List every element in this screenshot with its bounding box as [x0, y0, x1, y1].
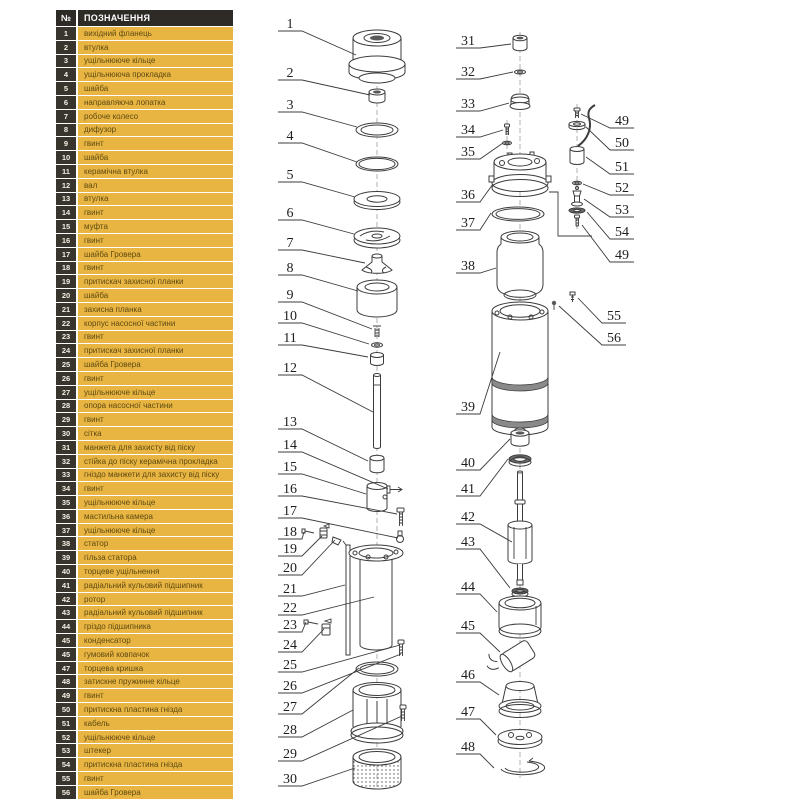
row-number: 5 — [56, 82, 76, 95]
row-label: вал — [78, 179, 233, 192]
table-row — [56, 248, 233, 261]
table-row — [56, 579, 233, 592]
callout-18: 18 — [283, 525, 297, 540]
table-row — [56, 675, 233, 688]
row-number: 16 — [56, 234, 76, 247]
callout-13: 13 — [283, 415, 297, 430]
table-row — [56, 524, 233, 537]
part-impeller — [362, 254, 392, 273]
row-label: гвинт — [78, 206, 233, 219]
part-washer-disc — [354, 192, 400, 210]
row-label: штекер — [78, 744, 233, 757]
callout-50: 50 — [615, 136, 629, 151]
callout-14: 14 — [283, 438, 297, 453]
row-number: 52 — [56, 731, 76, 744]
table-row — [56, 427, 233, 440]
table-row — [56, 482, 233, 495]
table-row — [56, 537, 233, 550]
table-row — [56, 110, 233, 123]
callout-37: 37 — [461, 216, 475, 231]
part-seal-40 — [511, 428, 529, 446]
row-number: 34 — [56, 482, 76, 495]
row-label: гріздо підшипника — [78, 620, 233, 633]
table-row — [56, 469, 233, 482]
part-guide-vane — [354, 228, 400, 248]
callout-35: 35 — [461, 145, 475, 160]
row-label: радіальний кульовий підшипник — [78, 606, 233, 619]
row-label: гвинт — [78, 234, 233, 247]
row-number: 39 — [56, 551, 76, 564]
part-end-cap — [499, 682, 541, 718]
row-label: манжета для захисту від піску — [78, 441, 233, 454]
row-label: муфта — [78, 220, 233, 233]
row-number: 26 — [56, 372, 76, 385]
row-number: 55 — [56, 772, 76, 785]
callout-40: 40 — [461, 456, 475, 471]
callout-36: 36 — [461, 188, 475, 203]
table-row — [56, 220, 233, 233]
callout-49b: 49 — [615, 248, 629, 263]
callout-16: 16 — [283, 482, 297, 497]
row-number: 10 — [56, 151, 76, 164]
row-number: 20 — [56, 289, 76, 302]
row-number: 54 — [56, 758, 76, 771]
row-number: 8 — [56, 124, 76, 137]
header-name-cell: ПОЗНАЧЕННЯ — [78, 10, 233, 26]
table-row — [56, 262, 233, 275]
row-label: сітка — [78, 427, 233, 440]
row-number: 9 — [56, 137, 76, 150]
callout-56: 56 — [607, 331, 621, 346]
table-row — [56, 593, 233, 606]
table-row — [56, 331, 233, 344]
row-label: гвинт — [78, 772, 233, 785]
callout-29: 29 — [283, 747, 297, 762]
part-washer-10 — [372, 343, 383, 347]
row-number: 13 — [56, 193, 76, 206]
row-label: кабель — [78, 717, 233, 730]
part-stator — [497, 231, 543, 300]
callout-44: 44 — [461, 580, 475, 595]
table-row — [56, 151, 233, 164]
table-row — [56, 124, 233, 137]
row-number: 48 — [56, 675, 76, 688]
row-label: гвинт — [78, 262, 233, 275]
row-label: ущільнююче кільце — [78, 524, 233, 537]
table-row — [56, 193, 233, 206]
table-row — [56, 689, 233, 702]
row-number: 18 — [56, 262, 76, 275]
table-row — [56, 372, 233, 385]
callout-31: 31 — [461, 34, 475, 49]
row-number: 14 — [56, 206, 76, 219]
callout-55: 55 — [607, 309, 621, 324]
row-number: 4 — [56, 68, 76, 81]
row-number: 43 — [56, 606, 76, 619]
row-number: 19 — [56, 275, 76, 288]
row-label: шайба — [78, 289, 233, 302]
part-bushing-13 — [370, 455, 384, 473]
table-row — [56, 441, 233, 454]
row-number: 1 — [56, 27, 76, 40]
row-number: 6 — [56, 96, 76, 109]
table-row — [56, 82, 233, 95]
part-screw-14 — [386, 486, 402, 493]
row-number: 50 — [56, 703, 76, 716]
callout-4: 4 — [286, 129, 294, 144]
row-number: 22 — [56, 317, 76, 330]
table-row — [56, 510, 233, 523]
row-label: торцева кришка — [78, 662, 233, 675]
exploded-view-diagram — [240, 0, 800, 800]
table-row — [56, 634, 233, 647]
callout-26: 26 — [283, 679, 297, 694]
row-label: захисна планка — [78, 303, 233, 316]
part-ring-35 — [503, 141, 512, 145]
part-washer-17 — [397, 531, 404, 543]
row-label: шайба — [78, 82, 233, 95]
table-row — [56, 96, 233, 109]
row-label: гвинт — [78, 372, 233, 385]
part-pin-56 — [552, 301, 556, 310]
row-label: гвинт — [78, 482, 233, 495]
callout-33: 33 — [461, 97, 475, 112]
row-number: 36 — [56, 510, 76, 523]
row-number: 2 — [56, 41, 76, 54]
row-label: радіальний кульовий підшипник — [78, 579, 233, 592]
row-number: 35 — [56, 496, 76, 509]
callout-5: 5 — [286, 168, 294, 183]
row-label: притискна пластина гнізда — [78, 758, 233, 771]
row-number: 12 — [56, 179, 76, 192]
table-row — [56, 772, 233, 785]
part-outlet-flange — [349, 30, 405, 83]
callout-28: 28 — [283, 723, 297, 738]
row-label: ущільнююче кільце — [78, 496, 233, 509]
table-row — [56, 744, 233, 757]
table-row — [56, 179, 233, 192]
table-row — [56, 289, 233, 302]
callout-21: 21 — [283, 582, 297, 597]
row-label: дифузор — [78, 124, 233, 137]
row-label: торцеве ущільнення — [78, 565, 233, 578]
callout-45: 45 — [461, 619, 475, 634]
row-number: 44 — [56, 620, 76, 633]
table-row — [56, 27, 233, 40]
callout-47: 47 — [461, 705, 475, 720]
row-label: ущільнююче кільце — [78, 386, 233, 399]
part-stator-sleeve — [492, 302, 548, 435]
row-label: шайба — [78, 151, 233, 164]
table-row — [56, 386, 233, 399]
callout-38: 38 — [461, 259, 475, 274]
part-clamp-24 — [322, 619, 331, 635]
part-washer-20 — [332, 537, 341, 545]
part-snap-ring — [501, 758, 545, 775]
row-number: 37 — [56, 524, 76, 537]
row-number: 7 — [56, 110, 76, 123]
row-label: шайба Гровера — [78, 358, 233, 371]
row-label: направляюча лопатка — [78, 96, 233, 109]
row-number: 45 — [56, 634, 76, 647]
row-label: затискне пружинне кільце — [78, 675, 233, 688]
callout-32: 32 — [461, 65, 475, 80]
part-pump-body — [349, 545, 403, 650]
row-number: 45 — [56, 648, 76, 661]
callout-22: 22 — [283, 601, 297, 616]
row-number: 40 — [56, 565, 76, 578]
callout-49: 49 — [615, 114, 629, 129]
table-row — [56, 206, 233, 219]
table-row — [56, 55, 233, 68]
callout-8: 8 — [286, 261, 294, 276]
callout-20: 20 — [283, 561, 297, 576]
callout-7: 7 — [286, 236, 294, 251]
part-ceramic-bushing — [371, 353, 384, 366]
callout-2: 2 — [286, 66, 294, 81]
row-number: 11 — [56, 165, 76, 178]
callout-51: 51 — [615, 160, 629, 175]
row-label: керамічна втулка — [78, 165, 233, 178]
part-bolt-25 — [398, 640, 404, 656]
mid-assembly — [482, 35, 575, 774]
callout-23: 23 — [283, 618, 297, 633]
part-shaft — [374, 374, 381, 449]
table-row — [56, 234, 233, 247]
row-label: притискна пластина гнізда — [78, 703, 233, 716]
callout-3: 3 — [286, 98, 294, 113]
table-row — [56, 620, 233, 633]
part-strainer — [353, 749, 401, 789]
row-label: ротор — [78, 593, 233, 606]
part-screw-23 — [304, 620, 318, 624]
row-label: гвинт — [78, 689, 233, 702]
callout-42: 42 — [461, 510, 475, 525]
callout-27: 27 — [283, 700, 297, 715]
part-o-ring-37 — [492, 207, 544, 221]
row-number: 29 — [56, 413, 76, 426]
callout-24: 24 — [283, 638, 297, 653]
part-end-plate — [498, 730, 542, 749]
table-row — [56, 731, 233, 744]
row-label: шайба Гровера — [78, 786, 233, 799]
row-number: 53 — [56, 744, 76, 757]
callout-48: 48 — [461, 740, 475, 755]
parts-table-body — [56, 27, 233, 799]
row-number: 31 — [56, 441, 76, 454]
row-label: гніздо манжети для захисту від піску — [78, 469, 233, 482]
callout-19: 19 — [283, 542, 297, 557]
part-cap-31 — [513, 35, 527, 51]
row-number: 21 — [56, 303, 76, 316]
row-label: гвинт — [78, 137, 233, 150]
table-row — [56, 551, 233, 564]
row-label: гвинт — [78, 413, 233, 426]
row-label: втулка — [78, 41, 233, 54]
callout-39: 39 — [461, 400, 475, 415]
row-number: 15 — [56, 220, 76, 233]
part-seat-33 — [510, 94, 530, 110]
table-row — [56, 303, 233, 316]
table-row — [56, 455, 233, 468]
table-row — [56, 275, 233, 288]
part-o-ring — [356, 123, 398, 137]
row-number: 41 — [56, 579, 76, 592]
row-number: 33 — [56, 469, 76, 482]
part-screw-55 — [570, 292, 575, 302]
row-number: 38 — [56, 537, 76, 550]
callout-46: 46 — [461, 668, 475, 683]
table-row — [56, 565, 233, 578]
table-row — [56, 165, 233, 178]
table-row — [56, 496, 233, 509]
row-number: 25 — [56, 358, 76, 371]
row-number: 17 — [56, 248, 76, 261]
table-row — [56, 413, 233, 426]
row-number: 47 — [56, 662, 76, 675]
row-number: 28 — [56, 400, 76, 413]
row-number: 49 — [56, 689, 76, 702]
part-bolt-16 — [397, 508, 404, 526]
part-capacitor — [482, 633, 536, 681]
callout-52: 52 — [615, 181, 629, 196]
callout-12: 12 — [283, 361, 297, 376]
row-number: 32 — [56, 455, 76, 468]
callout-10: 10 — [283, 309, 297, 324]
header-number-cell: № — [56, 10, 76, 26]
part-diffuser — [357, 280, 397, 317]
callout-1: 1 — [286, 17, 294, 32]
row-label: гумовий ковпачок — [78, 648, 233, 661]
callout-54: 54 — [615, 225, 629, 240]
table-row — [56, 758, 233, 771]
callout-11: 11 — [283, 331, 297, 346]
part-rotor — [508, 471, 532, 585]
table-row — [56, 137, 233, 150]
row-label: ущільнююче кільце — [78, 55, 233, 68]
table-row — [56, 703, 233, 716]
row-label: мастильна камера — [78, 510, 233, 523]
callout-17: 17 — [283, 504, 297, 519]
parts-table — [56, 10, 233, 800]
row-label: притискач захисної планки — [78, 275, 233, 288]
row-label: вихідний фланець — [78, 27, 233, 40]
row-number: 56 — [56, 786, 76, 799]
table-row — [56, 717, 233, 730]
part-washer-32 — [515, 70, 526, 74]
row-label: ущільнююче кільце — [78, 731, 233, 744]
cable-assembly — [549, 105, 595, 236]
part-support — [351, 683, 403, 744]
callout-30: 30 — [283, 772, 297, 787]
part-oil-chamber — [489, 152, 551, 197]
table-row — [56, 358, 233, 371]
row-number: 27 — [56, 386, 76, 399]
row-number: 51 — [56, 717, 76, 730]
row-label: стійка до піску керамічна прокладка — [78, 455, 233, 468]
part-ring-52 — [573, 181, 582, 185]
table-row — [56, 317, 233, 330]
callout-43: 43 — [461, 535, 475, 550]
row-label: гвинт — [78, 331, 233, 344]
row-number: 23 — [56, 331, 76, 344]
part-cable-plug — [570, 105, 595, 165]
part-bearing-seat — [499, 596, 541, 638]
table-row — [56, 68, 233, 81]
row-label: робоче колесо — [78, 110, 233, 123]
row-label: ущільнююча прокладка — [78, 68, 233, 81]
part-plate-54 — [569, 208, 585, 213]
row-label: статор — [78, 537, 233, 550]
table-row — [56, 662, 233, 675]
table-row — [56, 400, 233, 413]
left-assembly — [302, 30, 406, 789]
callout-6: 6 — [286, 206, 294, 221]
part-gasket — [356, 157, 398, 171]
row-number: 3 — [56, 55, 76, 68]
row-label: опора насосної частини — [78, 400, 233, 413]
row-number: 24 — [56, 344, 76, 357]
row-label: корпус насосної частини — [78, 317, 233, 330]
table-row — [56, 648, 233, 661]
table-row — [56, 344, 233, 357]
part-protective-strip — [343, 541, 350, 655]
table-row — [56, 606, 233, 619]
row-label: втулка — [78, 193, 233, 206]
row-number: 30 — [56, 427, 76, 440]
part-connector-53 — [572, 187, 583, 207]
callout-15: 15 — [283, 460, 297, 475]
callout-34: 34 — [461, 123, 475, 138]
callout-9: 9 — [286, 288, 294, 303]
callout-53: 53 — [615, 203, 629, 218]
row-label: шайба Гровера — [78, 248, 233, 261]
parts-table-header — [56, 10, 233, 26]
part-clamp-19 — [320, 524, 329, 538]
row-label: притискач захисної планки — [78, 344, 233, 357]
row-label: конденсатор — [78, 634, 233, 647]
row-number: 42 — [56, 593, 76, 606]
table-row — [56, 41, 233, 54]
row-label: гільза статора — [78, 551, 233, 564]
part-bushing-top — [369, 89, 385, 103]
callout-41: 41 — [461, 482, 475, 497]
callout-25: 25 — [283, 658, 297, 673]
table-row — [56, 786, 233, 799]
